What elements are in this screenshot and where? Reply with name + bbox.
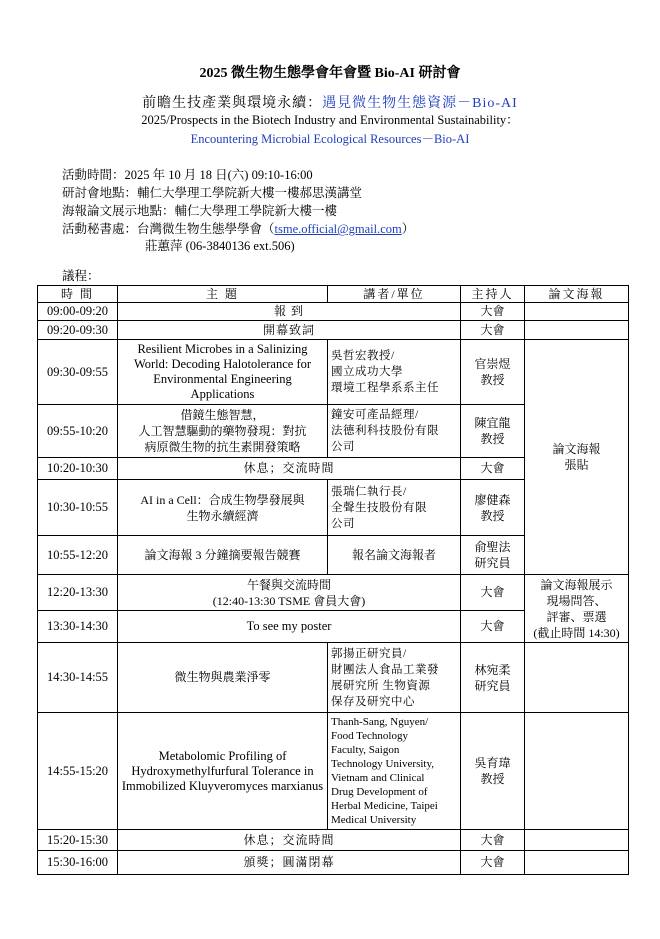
speaker-line: Vietnam and Clinical [331,772,425,784]
subtitle-zh-highlight: 遇見微生物生態資源－Bio-AI [322,96,518,111]
row-speaker [328,340,461,405]
poster-line: 論文海報展示 [540,577,613,592]
header-time: 時 間 [38,286,118,303]
host-title: 教授 [480,373,505,387]
topic-line: 人工智慧驅動的藥物發現：對抗 [138,424,307,438]
row-time: 10:20-10:30 [38,458,118,480]
row-speaker [328,713,461,830]
header-topic: 主 題 [118,286,328,303]
row-host: 大會 [461,458,525,480]
contact-person: 莊蕙萍 (06-3840136 ext.506) [145,239,295,253]
agenda-table [37,285,629,875]
speaker-line: Technology University, [331,758,434,770]
poster-line: 評審、票選 [546,609,607,624]
row-poster-empty [525,321,629,340]
secretariat-suffix: ） [401,222,415,236]
topic-line: 借鏡生態智慧， [180,408,265,422]
row-topic: Resilient Microbes in a Salinizing World: Decoding Halotolerance for Environmental Engineering Applications [118,340,328,405]
table-row [38,321,629,340]
header-speaker: 講者/單位 [328,286,461,303]
row-host: 大會 [461,303,525,321]
table-header-row [38,286,629,303]
row-host: 大會 [461,611,525,643]
host-name: 陳宜龍 [474,416,511,430]
agenda-label: 議程： [62,269,100,283]
host-title: 教授 [480,432,505,446]
row-topic [118,405,328,458]
row-host: 大會 [461,575,525,611]
row-speaker [328,405,461,458]
host-name: 俞聖法 [474,540,511,554]
row-topic: 頒獎；圓滿閉幕 [118,851,461,875]
row-time: 09:30-09:55 [38,340,118,405]
speaker-line: 郭揚正研究員/ [331,647,407,660]
row-time: 15:30-16:00 [38,851,118,875]
subtitle-zh-prefix: 前瞻生技產業與環境永續： [142,96,323,111]
speaker-line: Faculty, Saigon [331,744,400,756]
row-topic: 論文海報 3 分鐘摘要報告競賽 [118,536,328,575]
row-time: 09:55-10:20 [38,405,118,458]
row-topic: 報 到 [118,303,461,321]
event-venue: 研討會地點：輔仁大學理工學院新大樓一樓郝思漢講堂 [62,186,363,200]
table-row [38,575,629,611]
host-name: 吳育瑋 [474,756,511,770]
row-time: 14:55-15:20 [38,713,118,830]
row-speaker [328,643,461,713]
event-time: 活動時間：2025 年 10 月 18 日(六) 09:10-16:00 [62,168,313,182]
host-name: 官崇煜 [474,357,511,371]
poster-block-posting [525,340,629,575]
poster-block-qa [525,575,629,643]
table-row [38,643,629,713]
poster-line: (截止時間 14:30) [533,625,620,640]
row-speaker [328,480,461,536]
table-row [38,830,629,851]
secretariat [62,219,414,237]
row-topic [118,480,328,536]
row-host: 大會 [461,321,525,340]
row-time: 13:30-14:30 [38,611,118,643]
row-time: 15:20-15:30 [38,830,118,851]
poster-line: 論文海報 [552,442,601,456]
speaker-line: 全聲生技股份有限 [331,501,427,514]
row-topic: 休息；交流時間 [118,830,461,851]
speaker-line: 財團法人食品工業發 [331,663,439,676]
row-topic [118,575,461,611]
row-poster-empty [525,851,629,875]
subtitle-zh [0,92,660,112]
speaker-line: 鐘安可產品經理/ [331,409,419,421]
row-host: 大會 [461,830,525,851]
row-time: 14:30-14:55 [38,643,118,713]
document-title: 2025 微生物生態學會年會暨 Bio-AI 研討會 [199,66,461,81]
row-host [461,713,525,830]
row-poster-empty [525,713,629,830]
secretariat-prefix: 活動秘書處：台灣微生物生態學學會（ [62,222,275,236]
poster-line: 張貼 [564,458,589,472]
row-speaker: 報名論文海報者 [328,536,461,575]
row-host [461,405,525,458]
topic-line: 生物永續經濟 [186,508,259,523]
host-title: 研究員 [474,678,511,693]
speaker-line: Herbal Medicine, Taipei [331,800,438,812]
row-poster-empty [525,830,629,851]
host-title: 教授 [480,772,505,786]
subtitle-en-line1: 2025/Prospects in the Biotech Industry and Environmental Sustainability： [141,113,519,127]
row-time: 10:55-12:20 [38,536,118,575]
row-topic: To see my poster [118,611,461,643]
poster-venue: 海報論文展示地點：輔仁大學理工學院新大樓一樓 [62,204,338,218]
topic-line: 午餐與交流時間 [246,577,331,592]
table-row [38,851,629,875]
speaker-line: 公司 [331,517,355,530]
speaker-line: 國立成功大學 [331,366,403,378]
row-poster-empty [525,303,629,321]
row-host [461,340,525,405]
row-topic: 休息；交流時間 [118,458,461,480]
email-link[interactable]: tsme.official@gmail.com [274,222,402,236]
row-topic: 微生物與農業淨零 [118,643,328,713]
speaker-line: 公司 [331,441,355,453]
speaker-line: 保存及研究中心 [331,695,415,708]
row-host: 大會 [461,851,525,875]
row-host [461,536,525,575]
speaker-line: 環境工程學系系主任 [331,382,439,394]
speaker-line: Drug Development of [331,786,428,798]
host-title: 研究員 [474,556,511,570]
speaker-line: Thanh-Sang, Nguyen/ [331,716,429,728]
poster-line: 現場問答、 [546,593,607,608]
topic-line: (12:40-13:30 TSME 會員大會) [212,593,366,608]
row-poster-empty [525,643,629,713]
header-host: 主持人 [461,286,525,303]
host-name: 廖健森 [474,492,511,507]
speaker-line: 吳哲宏教授/ [331,350,395,362]
host-name: 林宛柔 [474,662,511,677]
header-poster: 論文海報 [525,286,629,303]
subtitle-en-line2: Encountering Microbial Ecological Resources－Bio-AI [190,132,470,146]
row-host [461,480,525,536]
speaker-line: 法德利科技股份有限 [331,425,439,437]
row-host [461,643,525,713]
table-row [38,340,629,405]
host-title: 教授 [480,508,505,523]
row-topic: Metabolomic Profiling of Hydroxymethylfurfural Tolerance in Immobilized Kluyveromyces marxianus [118,713,328,830]
speaker-line: Medical University [331,814,417,826]
table-row [38,303,629,321]
row-time: 12:20-13:30 [38,575,118,611]
row-time: 09:00-09:20 [38,303,118,321]
speaker-line: 張瑞仁執行長/ [331,485,407,498]
speaker-line: Food Technology [331,730,408,742]
table-row [38,713,629,830]
row-time: 10:30-10:55 [38,480,118,536]
topic-line: 病原微生物的抗生素開發策略 [144,440,301,454]
topic-line: AI in a Cell：合成生物學發展與 [140,492,305,507]
row-topic: 開幕致詞 [118,321,461,340]
row-time: 09:20-09:30 [38,321,118,340]
speaker-line: 展研究所 生物資源 [331,679,431,692]
